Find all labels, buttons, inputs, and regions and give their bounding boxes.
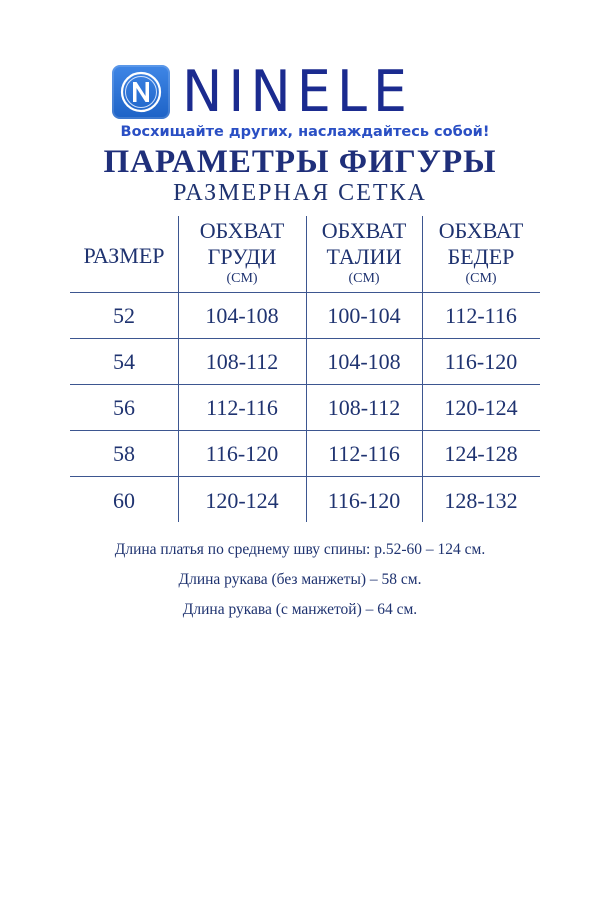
table-divider — [70, 476, 540, 477]
column-header-line1: ОБХВАТ — [321, 218, 407, 243]
brand-logo — [112, 58, 414, 125]
table-divider — [70, 338, 540, 339]
table-divider — [70, 430, 540, 431]
page-title: ПАРАМЕТРЫ ФИГУРЫ — [103, 144, 497, 180]
note-dress-length: Длина платья по среднему шву спины: р.52-60 – 124 см. — [114, 541, 486, 558]
table-cell-size: 60 — [113, 488, 135, 513]
column-header-line1: ОБХВАТ — [199, 218, 285, 243]
column-header-line1: ОБХВАТ — [438, 218, 524, 243]
column-header-label: РАЗМЕР — [83, 243, 165, 268]
table-cell-waist: 104-108 — [327, 349, 401, 374]
table-divider — [70, 384, 540, 385]
table-cell-hips: 128-132 — [444, 488, 518, 513]
table-cell-bust: 108-112 — [205, 349, 279, 374]
table-cell-waist: 108-112 — [327, 395, 401, 420]
table-cell-size: 54 — [113, 349, 135, 374]
column-header-waist — [306, 218, 422, 288]
table-cell-size: 52 — [113, 303, 135, 328]
table-cell-bust: 104-108 — [205, 303, 279, 328]
page-subtitle: РАЗМЕРНАЯ СЕТКА — [173, 180, 427, 206]
table-cell-waist: 116-120 — [327, 488, 401, 513]
column-header-line2: ТАЛИИ — [326, 244, 402, 269]
note-sleeve-without-cuff: Длина рукава (без манжеты) – 58 см. — [178, 571, 422, 588]
table-cell-size: 56 — [113, 395, 135, 420]
column-header-unit: (СМ) — [348, 271, 380, 286]
brand-name: NINELE — [182, 58, 414, 125]
table-cell-bust: 120-124 — [205, 488, 279, 513]
table-cell-bust: 116-120 — [205, 441, 279, 466]
table-cell-waist: 112-116 — [328, 441, 400, 466]
brand-tagline: Восхищайте других, наслаждайтесь собой! — [120, 124, 490, 140]
table-divider — [70, 292, 540, 293]
column-header-size — [70, 243, 178, 269]
n-circle-logo-icon — [112, 65, 170, 119]
column-header-bust — [178, 218, 306, 288]
column-header-hips — [422, 218, 540, 288]
column-header-unit: (СМ) — [465, 271, 497, 286]
column-header-unit: (СМ) — [226, 271, 258, 286]
column-header-line2: БЕДЕР — [447, 244, 515, 269]
table-cell-waist: 100-104 — [327, 303, 401, 328]
table-cell-bust: 112-116 — [206, 395, 278, 420]
table-cell-hips: 120-124 — [444, 395, 518, 420]
table-cell-size: 58 — [113, 441, 135, 466]
note-sleeve-with-cuff: Длина рукава (с манжетой) – 64 см. — [182, 601, 418, 618]
table-cell-hips: 116-120 — [444, 349, 518, 374]
table-cell-hips: 112-116 — [445, 303, 517, 328]
table-cell-hips: 124-128 — [444, 441, 518, 466]
column-header-line2: ГРУДИ — [207, 244, 277, 269]
